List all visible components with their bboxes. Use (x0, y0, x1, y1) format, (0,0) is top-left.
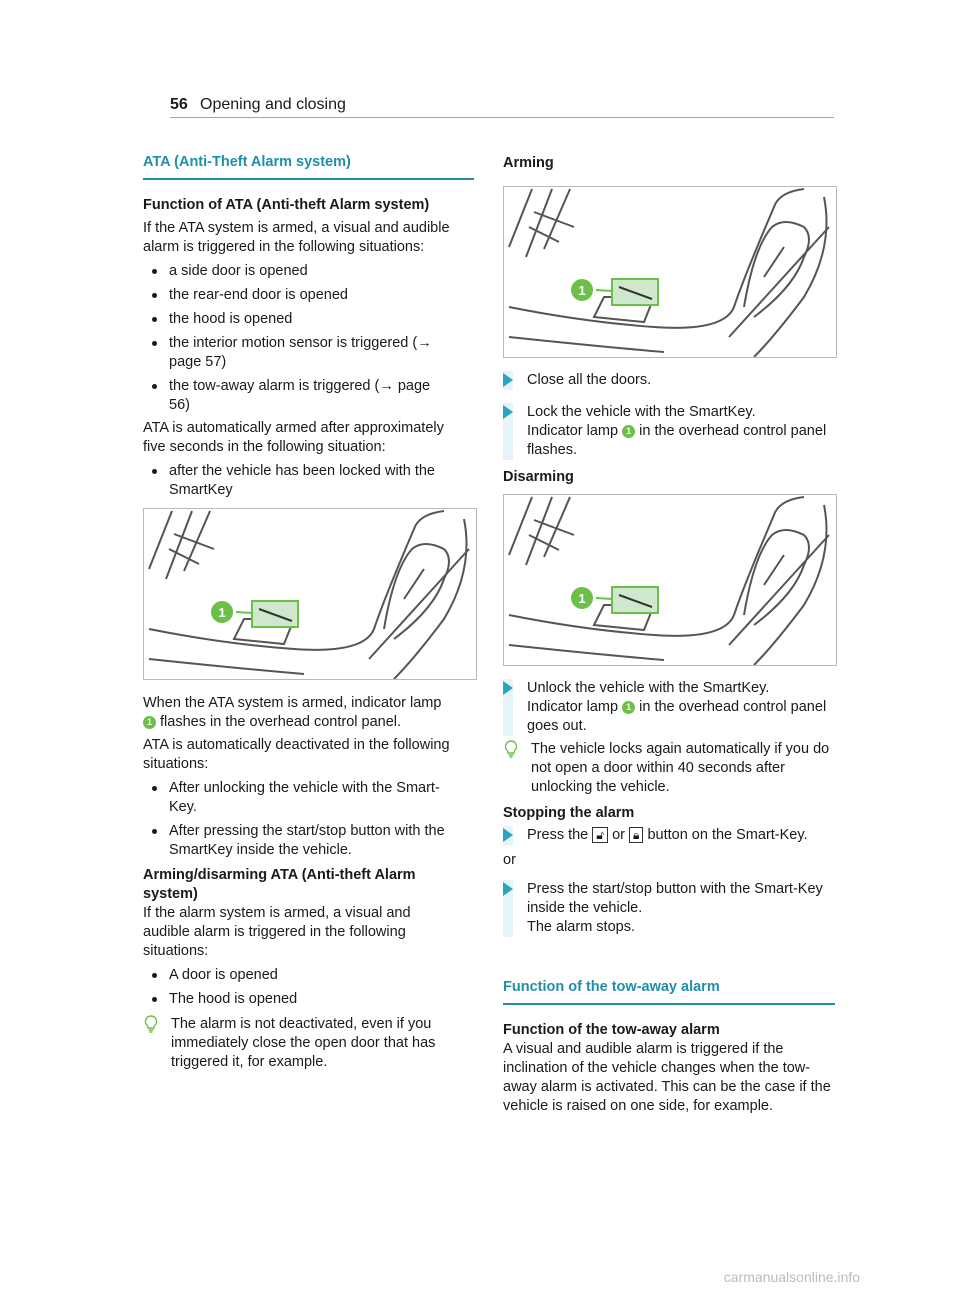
step-text-post: button on the Smart-Key. (647, 827, 808, 843)
left-column-lower (143, 694, 453, 1072)
list-item: The hood is opened (143, 990, 453, 1009)
indicator-text-pre: When the ATA system is armed, indicator lamp (143, 695, 442, 711)
function-heading: Function of ATA (Anti-theft Alarm system) (143, 197, 430, 213)
overhead-panel-figure-1 (143, 508, 477, 680)
callout-badge: 1 (578, 591, 586, 606)
step-result (527, 698, 835, 736)
section-title-ata: ATA (Anti-Theft Alarm system) (143, 154, 351, 170)
result-text-pre: Indicator lamp (527, 699, 619, 715)
list-item: a side door is opened (143, 262, 453, 281)
overhead-panel-drawing (504, 495, 836, 665)
arrow-icon (503, 828, 513, 842)
step-text: Lock the vehicle with the SmartKey. (527, 404, 756, 420)
section-rule (143, 178, 474, 180)
info-icon (143, 1015, 159, 1039)
watermark: carmanualsonline.info (723, 1269, 860, 1285)
arrow-icon (503, 373, 513, 387)
list-item: the interior motion sensor is triggered (→ page 57) (143, 334, 453, 372)
list-item: After pressing the start/stop button with the SmartKey inside the vehicle. (143, 822, 453, 860)
step-text: Close all the doors. (527, 372, 652, 388)
info-icon (503, 740, 519, 764)
indicator-text (143, 694, 453, 732)
auto-deactivated-text: ATA is automatically deactivated in the following situations: (143, 737, 450, 772)
left-column (143, 153, 453, 500)
step-lock-vehicle (503, 403, 835, 460)
callout-badge: 1 (218, 605, 226, 620)
arming-title: Arming (503, 155, 554, 171)
running-header: Opening and closing (200, 96, 346, 113)
section-title-tow-away: Function of the tow-away alarm (503, 979, 720, 995)
disarming-steps (503, 679, 835, 937)
callout-badge: 1 (143, 716, 156, 729)
result-text-pre: Indicator lamp (527, 423, 619, 439)
list-item: A door is opened (143, 966, 453, 985)
step-text: Press the start/stop button with the Smart-Key inside the vehicle. (527, 881, 823, 916)
indicator-text-post: flashes in the overhead control panel. (160, 714, 402, 730)
list-item: the rear-end door is opened (143, 286, 453, 305)
overhead-panel-drawing (144, 509, 476, 679)
note-text: The vehicle locks again automatically if you do not open a door within 40 seconds after unlocking the vehicle. (531, 741, 830, 795)
auto-armed-text: ATA is automatically armed after approximately five seconds in the following situation: (143, 420, 444, 455)
step-close-doors (503, 371, 835, 390)
tow-away-text: A visual and audible alarm is triggered if the inclination of the vehicle changes when the tow-away alarm is activated. This can be the case if the vehicle is raised on one side, for example. (503, 1041, 831, 1114)
result-text-post: in the overhead control panel flashes. (527, 423, 827, 458)
arrow-icon (503, 405, 513, 419)
step-text: Unlock the vehicle with the SmartKey. (527, 680, 770, 696)
callout-badge: 1 (622, 425, 635, 438)
step-text-mid: or (612, 827, 625, 843)
callout-badge: 1 (622, 701, 635, 714)
list-item: after the vehicle has been locked with the SmartKey (143, 462, 453, 500)
stopping-alarm-heading: Stopping the alarm (503, 805, 635, 821)
tow-away-heading: Function of the tow-away alarm (503, 1022, 720, 1038)
overhead-panel-figure-3 (503, 494, 837, 666)
step-text-pre: Press the (527, 827, 589, 843)
section-rule (503, 1003, 835, 1005)
arrow-icon (503, 882, 513, 896)
list-item: the hood is opened (143, 310, 453, 329)
arming-disarming-heading: Arming/disarming ATA (Anti-theft Alarm system) (143, 867, 416, 902)
or-text: or (503, 852, 516, 868)
note-text: The alarm is not deactivated, even if you immediately close the open door that has triggered it, for example. (171, 1016, 436, 1070)
arrow-icon (503, 681, 513, 695)
unlock-icon: 🔓︎ (592, 827, 608, 843)
result-text-post: in the overhead control panel goes out. (527, 699, 827, 734)
list-item: After unlocking the vehicle with the Smart-Key. (143, 779, 453, 817)
note-block (143, 1015, 453, 1072)
step-result (527, 422, 835, 460)
overhead-panel-drawing (504, 187, 836, 357)
page-number: 56 (170, 96, 188, 113)
list-item: the tow-away alarm is triggered (→ page 56) (143, 377, 453, 415)
arming-intro-text: If the alarm system is armed, a visual and audible alarm is triggered in the following situations: (143, 905, 411, 959)
arming-steps (503, 371, 835, 487)
trigger-list (143, 262, 453, 415)
callout-badge: 1 (578, 283, 586, 298)
overhead-panel-figure-2 (503, 186, 837, 358)
header-rule (170, 117, 834, 118)
step-result: The alarm stops. (527, 919, 635, 935)
intro-text: If the ATA system is armed, a visual and audible alarm is triggered in the following situations: (143, 220, 450, 255)
tow-away-section (503, 978, 835, 1116)
step-press-start-stop (503, 880, 835, 937)
lock-icon: 🔒︎ (629, 827, 643, 843)
step-unlock-vehicle (503, 679, 835, 736)
note-block (503, 740, 835, 797)
step-press-button (503, 826, 835, 845)
disarming-title: Disarming (503, 469, 574, 485)
